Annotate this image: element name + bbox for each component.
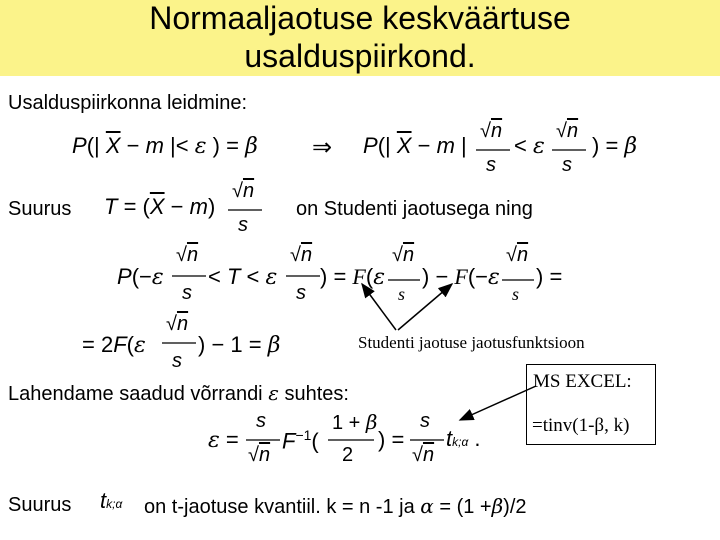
formula-2f: = 2F(ε	[82, 332, 146, 358]
intro-text: Usalduspiirkonna leidmine:	[8, 92, 248, 114]
fraction-sqrt-n-9: √n	[248, 444, 271, 466]
fraction-sqrt-n-6: √n	[392, 244, 415, 266]
formula-t-quantile: tk;α .	[446, 426, 481, 451]
fraction-s-1: s	[486, 154, 496, 176]
bottom-suurus-label: Suurus	[8, 494, 72, 516]
bottom-t-quantile: tk;α	[100, 488, 123, 513]
formula-minus-f: ) − F(−ε	[422, 264, 500, 290]
formula-minus-one: ) − 1 = β	[198, 332, 281, 358]
fraction-sqrt-n-7: √n	[506, 244, 529, 266]
formula-eq-t: ) =	[378, 427, 405, 452]
page-title-line-1: Normaaljaotuse keskväärtuse	[149, 0, 571, 36]
studenti-text: on Studenti jaotusega ning	[296, 198, 533, 220]
formula-eq-f: ) = F(ε	[320, 264, 385, 290]
fraction-s-2: s	[562, 154, 572, 176]
formula-lt-t: < T < ε	[208, 264, 278, 290]
fraction-s-3: s	[238, 214, 248, 236]
fraction-one-plus-beta: 1 + β	[332, 410, 378, 434]
fraction-two: 2	[342, 444, 354, 466]
arrow-to-f-plus	[362, 284, 396, 330]
fraction-s-10: s	[420, 410, 430, 432]
bottom-eq: = (1 +	[439, 496, 492, 518]
annotation-arrows	[362, 284, 536, 420]
arrow-to-t-quantile	[460, 386, 536, 420]
fraction-s-5: s	[296, 282, 306, 304]
fraction-sqrt-n-1: √n	[480, 120, 503, 142]
fraction-sqrt-n-3: √n	[232, 180, 255, 202]
fraction-s-4: s	[182, 282, 192, 304]
lahendame-tail: suhtes:	[284, 383, 349, 405]
fraction-sqrt-n-10: √n	[412, 444, 435, 466]
formula-eq-end: ) =	[536, 264, 563, 289]
annotation-studenti: Studenti jaotuse jaotusfunktsioon	[358, 333, 585, 352]
formula-t-statistic: $T = (\overline{X} - m)$	[104, 194, 216, 219]
bottom-text-main: on t-jaotuse kvantiil. k = n -1 ja	[144, 496, 415, 518]
fraction-s-9: s	[256, 410, 266, 432]
formula-eq-beta: ) = β	[592, 133, 638, 159]
fraction-sqrt-n-8: √n	[166, 313, 189, 335]
bottom-end: )/2	[503, 496, 527, 518]
formula-eps-eq: ε =	[208, 427, 239, 453]
suurus-label: Suurus	[8, 198, 72, 220]
formula-probability-standardized: P(| $\overline{X} - m$ |	[363, 133, 467, 158]
bottom-beta: β	[491, 494, 504, 518]
fraction-s-8: s	[172, 350, 182, 372]
fraction-sqrt-n-5: √n	[290, 244, 313, 266]
formula-probability: P(| $\overline{X} - m$ |< ε ) = β	[72, 133, 258, 159]
formula-f-inverse: $F^{-1}$(	[282, 427, 319, 454]
excel-box-title: MS EXCEL:	[533, 371, 632, 392]
page-title-line-2: usalduspiirkond.	[244, 38, 476, 74]
lahendame-epsilon: ε	[268, 381, 279, 405]
fraction-bars	[162, 150, 586, 440]
formula-lt-eps: < ε	[514, 133, 545, 159]
fraction-sqrt-n-2: √n	[556, 120, 579, 142]
implies-arrow: ⇒	[312, 134, 333, 161]
arrow-to-f-minus	[398, 284, 452, 330]
formula-p-neg-eps: P(−ε	[117, 264, 164, 290]
fraction-s-6: s	[398, 284, 406, 304]
bottom-alpha: α	[420, 494, 434, 518]
lahendame-lead: Lahendame saadud võrrandi	[8, 383, 263, 405]
excel-box-formula: =tinv(1-β, k)	[532, 415, 630, 436]
fraction-s-7: s	[512, 284, 520, 304]
fraction-sqrt-n-4: √n	[176, 244, 199, 266]
